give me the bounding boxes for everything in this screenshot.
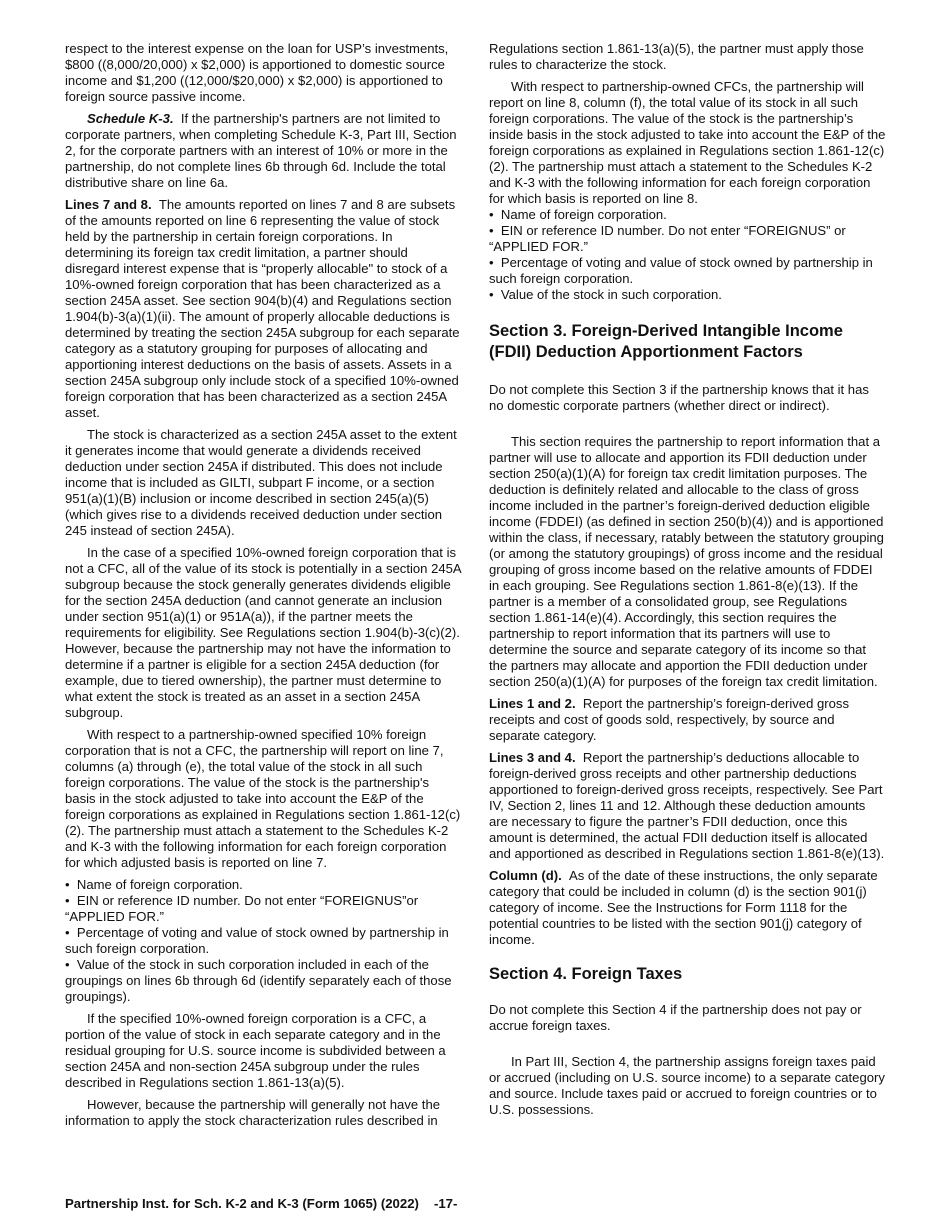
left-column bbox=[65, 41, 461, 1135]
paragraph-text: The amounts reported on lines 7 and 8 are subsets of the amounts reported on line 6 representing the value of stock held by the partnership in certain foreign corporations. In determining its foreign tax credit limitation, a partner should disregard interest expense that is “properly allocable" to stock of a 10%-owned foreign corporation that has been characterized as a section 245A asset. See section 904(b)(4) and Regulations section 1.904(b)-3(a)(1)(ii). The amount of properly allocable deductions is determined by treating the section 245A subgroup for each separate category as a statutory grouping for purposes of allocating and apportioning interest deductions on the basis of assets. Assets in a section 245A subgroup only include stock of a specified 10%-owned foreign corporation that has been characterized as a section 245A asset. bbox=[65, 197, 460, 420]
paragraph: Regulations section 1.861-13(a)(5), the partner must apply those rules to characterize the stock. bbox=[489, 41, 864, 72]
bullet-item: • EIN or reference ID number. Do not enter “FOREIGNUS” or “APPLIED FOR.” bbox=[489, 223, 886, 255]
paragraph-lines-1-2 bbox=[489, 696, 886, 744]
paragraph: This section requires the partnership to report information that a partner will use to allocate and apportion its FDII deduction under section 250(a)(1)(A) for foreign tax credit limitation purposes. The deduction is definitely related and allocable to the class of gross income included in the partner’s foreign-derived deduction eligible income (FDDEI) (as defined in section 250(b)(4)) and is apportioned within the class, if necessary, ratably between the statutory grouping (or among the statutory groupings) of gross income and the residual grouping of gross income based on the relative amounts of FDDEI in each grouping. See Regulations section 1.861-8(e)(13). If the partner is a member of a consolidated group, see Regulations section 1.861-14(e)(4). Accordingly, this section requires the partnership to report information that its partners will use to determine the source and separate category of its income so that the partners may allocate and apportion the FDII deduction under section 250(a)(1)(A) for purposes of the foreign tax credit limitation. bbox=[489, 434, 884, 689]
paragraph: The stock is characterized as a section 245A asset to the extent it generates income that would generate a dividends received deduction under section 245A if distributed. This does not include income that is included as GILTI, subpart F income, or a section 951(a)(1)(B) inclusion or income described in section 245(a)(5) (which gives rise to a dividends received deduction under section 245 instead of section 245A). bbox=[65, 427, 457, 538]
paragraph: However, because the partnership will generally not have the information to apply the stock characterization rules described in bbox=[65, 1097, 441, 1128]
paragraph-schedule-k3 bbox=[65, 111, 461, 191]
bullet-item: • Percentage of voting and value of stock owned by partnership in such foreign corporation. bbox=[65, 925, 461, 957]
section-3-heading: Section 3. Foreign-Derived Intangible Income (FDII) Deduction Apportionment Factors bbox=[489, 322, 843, 361]
bullet-item: • EIN or reference ID number. Do not enter “FOREIGNUS”or “APPLIED FOR.” bbox=[65, 893, 461, 925]
paragraph-lines-7-8 bbox=[65, 197, 461, 421]
paragraph-text: Report the partnership’s foreign-derived gross receipts and cost of goods sold, respectively, by source and separate category. bbox=[489, 696, 850, 743]
page-number: -17- bbox=[433, 1196, 458, 1211]
paragraph: In Part III, Section 4, the partnership assigns foreign taxes paid or accrued (including on U.S. source income) to a separate category and source. Include taxes paid or accrued to foreign countries or to U.S. possessions. bbox=[489, 1054, 885, 1117]
bullet-item: • Name of foreign corporation. bbox=[65, 877, 461, 893]
paragraph: If the specified 10%-owned foreign corporation is a CFC, a portion of the value of stock in each separate category and in the residual grouping for U.S. source income is subdivided between a section 245A and non-section 245A subgroup under the rules described in Regulations section 1.861-13(a)(5). bbox=[65, 1011, 446, 1090]
run-in-heading: Lines 3 and 4. bbox=[489, 750, 576, 765]
paragraph-text: As of the date of these instructions, the only separate category that could be included in column (d) is the section 901(j) category of income. See the Instructions for Form 1118 for the potential countries to be listed with the section 901(j) category of income. bbox=[489, 868, 878, 947]
run-in-heading: Lines 1 and 2. bbox=[489, 696, 576, 711]
right-column bbox=[489, 41, 886, 1124]
paragraph: In the case of a specified 10%-owned foreign corporation that is not a CFC, all of the value of its stock is potentially in a section 245A subgroup because the stock generally generates dividends eligible for the section 245A deduction (and cannot generate an inclusion under section 951(a)(1) or 951A(a)), if the partner meets the requirements for eligibility. See Regulations section 1.904(b)-3(c)(2). However, because the partnership may not have the information to determine if a partner is eligible for a section 245A deduction (for example, due to tiered ownership), the partner must determine to what extent the stock is treated as an asset in a section 245A subgroup. bbox=[65, 545, 461, 720]
run-in-heading: Column (d). bbox=[489, 868, 562, 883]
bullet-item: • Value of the stock in such corporation. bbox=[489, 287, 886, 303]
bullet-item: • Value of the stock in such corporation included in each of the groupings on lines 6b through 6d (identify separately each of those groupings). bbox=[65, 957, 461, 1005]
paragraph: respect to the interest expense on the loan for USP’s investments, $800 ((8,000/20,000) x $2,000) is apportioned to domestic source income and $1,200 ((12,000/$20,000) x $2,000) is apportioned to foreign source passive income. bbox=[65, 41, 449, 104]
paragraph: With respect to partnership-owned CFCs, the partnership will report on line 8, column (f), the total value of its stock in all such foreign corporations. The value of the stock is the partnership’s inside basis in the stock adjusted to take into account the E&P of the foreign corporations as explained in Regulations section 1.861-12(c)(2). The partnership must attach a statement to the Schedules K-2 and K-3 with the following information for each foreign corporation for which basis is reported on line 8. bbox=[489, 79, 886, 206]
paragraph-text: Report the partnership’s deductions allocable to foreign-derived gross receipts and other partnership deductions apportioned to foreign-derived gross receipts, respectively. See Part IV, Section 2, lines 11 and 12. Although these deduction amounts are necessary to figure the partner’s FDII deduction, once this amount is determined, the actual FDII deduction itself is allocated and apportioned as described in Regulations section 1.861-8(e)(13). bbox=[489, 750, 885, 861]
paragraph-lines-3-4 bbox=[489, 750, 886, 862]
paragraph: With respect to a partnership-owned specified 10% foreign corporation that is not a CFC, the partnership will report on line 7, columns (a) through (e), the total value of the stock in all such foreign corporations. The value of the stock is the partnership's basis in the stock adjusted to take into account the E&P of the foreign corporations as explained in Regulations section 1.861-12(c)(2). The partnership must attach a statement to the Schedules K-2 and K-3 with the following information for each foreign corporation for which adjusted basis is reported on line 7. bbox=[65, 727, 461, 870]
bullet-item: • Name of foreign corporation. bbox=[489, 207, 886, 223]
section-4-heading: Section 4. Foreign Taxes bbox=[489, 965, 683, 983]
run-in-heading: Lines 7 and 8. bbox=[65, 197, 152, 212]
run-in-heading: Schedule K-3. bbox=[87, 111, 174, 126]
bullet-list bbox=[65, 877, 461, 1005]
paragraph-text: If the partnership's partners are not limited to corporate partners, when completing Schedule K-3, Part III, Section 2, for the corporate partners with an interest of 10% or more in the partnership, do not complete lines 6b through 6d. Include the total distributive share on line 6a. bbox=[65, 111, 457, 190]
bullet-item: • Percentage of voting and value of stock owned by partnership in such foreign corporation. bbox=[489, 255, 886, 287]
paragraph: Do not complete this Section 4 if the partnership does not pay or accrue foreign taxes. bbox=[489, 1002, 862, 1033]
bullet-list bbox=[489, 207, 886, 303]
paragraph: Do not complete this Section 3 if the partnership knows that it has no domestic corporate partners (whether direct or indirect). bbox=[489, 382, 869, 413]
footer-title: Partnership Inst. for Sch. K-2 and K-3 (Form 1065) (2022) bbox=[65, 1196, 419, 1211]
page-footer bbox=[65, 1196, 457, 1211]
paragraph-column-d bbox=[489, 868, 886, 948]
